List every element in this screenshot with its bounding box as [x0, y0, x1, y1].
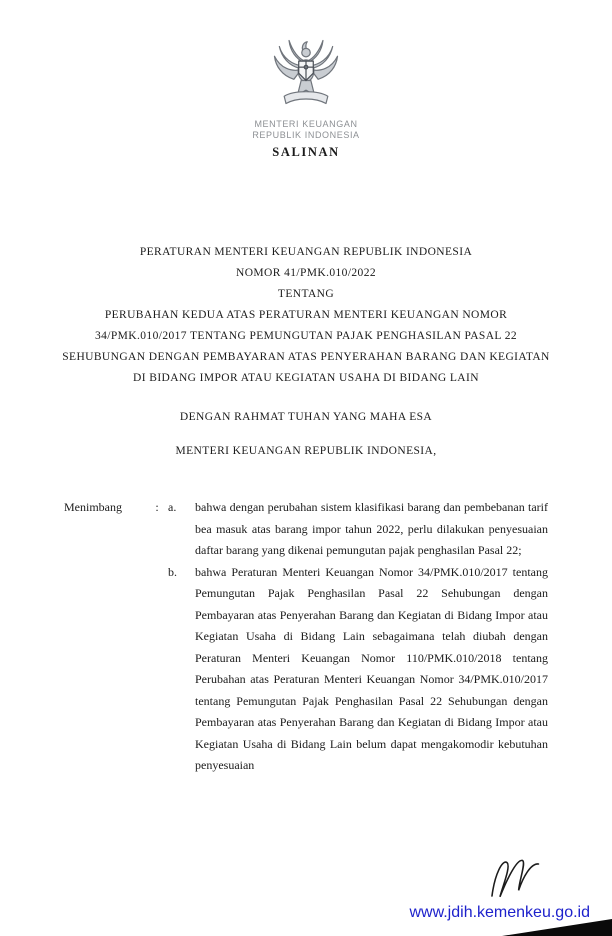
item-text: bahwa Peraturan Menteri Keuangan Nomor 34/PMK.010/2017 tentang Pemungutan Pajak Penghasilan Pasal 22 Sehubungan dengan Pembayaran atas Penyerahan Barang dan Kegiatan di Bidang Impor atau Kegiatan Usaha di Bidang Lain sebagaimana telah diubah dengan Peraturan Menteri Keuangan Nomor 110/PMK.010/2018 tentang Perubahan atas Peraturan Menteri Keuangan Nomor 34/PMK.010/2017 tentang Pemungutan Pajak Penghasilan Pasal 22 Sehubungan dengan Pembayaran atas Penyerahan Barang dan Kegiatan di Bidang Impor atau Kegiatan Usaha di Bidang Lain belum dapat mengakomodir kebutuhan penyesuaian [195, 564, 548, 772]
minister-line: MENTERI KEUANGAN REPUBLIK INDONESIA, [175, 445, 437, 457]
initial-signature-scribble [479, 847, 554, 911]
consideration-item-b [168, 562, 548, 777]
grace-line: DENGAN RAHMAT TUHAN YANG MAHA ESA [179, 411, 433, 423]
considerations-list [168, 497, 548, 777]
jdih-website-watermark: www.jdih.kemenkeu.go.id [409, 904, 590, 921]
garuda-pancasila-emblem-icon [269, 99, 343, 116]
copy-stamp-label: SALINAN [272, 145, 340, 159]
item-letter: a. [168, 500, 177, 514]
regulation-subject: PERUBAHAN KEDUA ATAS PERATURAN MENTERI KEUANGAN NOMOR 34/PMK.010/2017 TENTANG PEMUNGUTAN PAJAK PENGHASILAN PASAL 22 SEHUBUNGAN DENGAN PEMBAYARAN ATAS PENYERAHAN BARANG DAN KEGIATAN DI BIDANG IMPOR ATAU KEGIATAN USAHA DI BIDANG LAIN [62, 309, 550, 384]
regulation-number: NOMOR 41/PMK.010/2022 [235, 267, 377, 279]
considerations-section [0, 497, 612, 777]
considerations-separator: : [155, 500, 159, 514]
regulation-title-block [0, 242, 612, 389]
regulation-tentang: TENTANG [277, 288, 335, 300]
ministry-name-line1: MENTERI KEUANGAN [254, 119, 358, 129]
item-text: bahwa dengan perubahan sistem klasifikasi barang dan pembebanan tarif bea masuk atas barang impor tahun 2022, perlu dilakukan penyesuaian daftar barang yang dikenai pemungutan pajak penghasilan Pasal 22; [195, 500, 548, 557]
ministry-name-line2: REPUBLIK INDONESIA [252, 130, 360, 140]
item-letter: b. [168, 564, 177, 579]
regulation-heading: PERATURAN MENTERI KEUANGAN REPUBLIK INDONESIA [139, 246, 473, 258]
consideration-item-a [168, 497, 548, 562]
page-corner-mark [502, 919, 612, 936]
considerations-label: Menimbang [64, 500, 122, 514]
letterhead [0, 0, 612, 160]
considerations-row [64, 497, 548, 777]
